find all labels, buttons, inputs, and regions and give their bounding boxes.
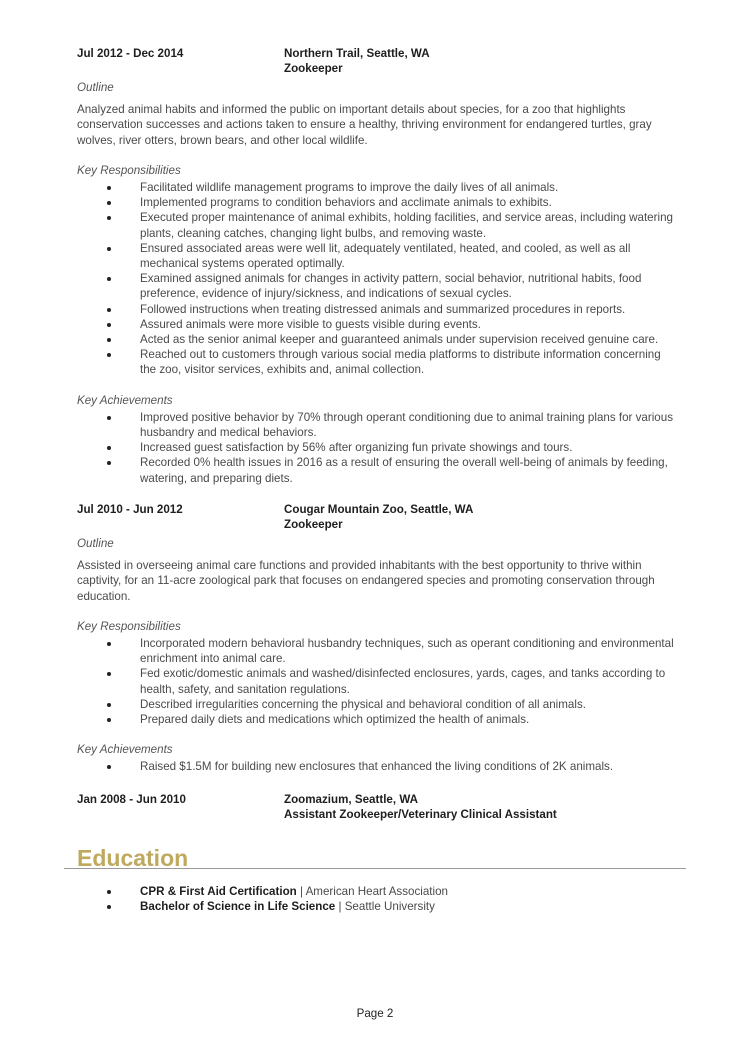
bullet-icon — [107, 890, 111, 894]
bullet-icon — [107, 642, 111, 646]
list-item-text: Facilitated wildlife management programs to improve the daily lives of all animals. — [140, 181, 559, 195]
list-item-text: Followed instructions when treating distressed animals and summarized procedures in reports. — [140, 302, 626, 316]
list-item — [77, 317, 677, 332]
list-item-text: Examined assigned animals for changes in activity pattern, social behavior, nutritional habits, food preference, evidence of injury/sickness, and indications of sexual cycles. — [140, 272, 642, 301]
list-item — [77, 195, 677, 210]
education-degree: Bachelor of Science in Life Science — [140, 900, 336, 914]
outline-label: Outline — [77, 81, 114, 94]
job-employer: Cougar Mountain Zoo, Seattle, WA — [284, 503, 474, 516]
job-header — [77, 792, 677, 823]
list-item — [77, 666, 677, 696]
education-degree: CPR & First Aid Certification — [140, 885, 297, 898]
bullet-icon — [107, 718, 111, 722]
responsibilities-label: Key Responsibilities — [77, 619, 181, 633]
list-item-text: Prepared daily diets and medications which optimized the health of animals. — [140, 713, 530, 727]
bullet-icon — [107, 446, 111, 450]
page-number: Page 2 — [356, 1007, 394, 1020]
responsibilities-list — [77, 636, 677, 727]
education-list — [77, 884, 677, 914]
responsibilities-label: Key Responsibilities — [77, 163, 181, 177]
list-item — [77, 347, 677, 377]
job-title: Zookeeper — [284, 62, 343, 76]
list-item — [77, 210, 677, 240]
bullet-icon — [107, 672, 111, 676]
education-separator: | — [335, 900, 345, 914]
list-item — [77, 302, 677, 317]
job-entry-cougar-mountain — [77, 502, 677, 790]
list-item — [77, 241, 677, 271]
bullet-icon — [107, 416, 111, 420]
education-item — [77, 899, 677, 914]
section-divider — [64, 868, 686, 869]
job-outline: Analyzed animal habits and informed the public on important details about species, for a zoo that highlights conservation successes and actions taken to ensure a healthy, thriving environment for endangered turtles, gray wolves, river otters, brown bears, and other local wildlife. — [77, 103, 652, 147]
list-item-text: Executed proper maintenance of animal exhibits, holding facilities, and service areas, including watering plants, cleaning catches, changing light bulbs, and removing waste. — [140, 211, 673, 240]
list-item-text: Reached out to customers through various social media platforms to distribute information concerning the zoo, visitor services, exhibits and, animal collection. — [140, 348, 661, 377]
list-item — [77, 180, 677, 195]
achievements-label: Key Achievements — [77, 393, 173, 407]
job-dates: Jul 2012 - Dec 2014 — [77, 47, 184, 60]
bullet-icon — [107, 703, 111, 707]
job-outline: Assisted in overseeing animal care functions and provided inhabitants with the best opportunity to thrive within captivity, for an 11-acre zoological park that focuses on endangered species and promoting conservation through education. — [77, 559, 655, 603]
job-header — [77, 502, 677, 533]
job-title: Zookeeper — [284, 518, 343, 532]
bullet-icon — [107, 186, 111, 190]
list-item — [77, 332, 677, 347]
list-item-text: Increased guest satisfaction by 56% after organizing fun private showings and tours. — [140, 441, 573, 455]
list-item — [77, 455, 677, 485]
list-item-text: Ensured associated areas were well lit, adequately ventilated, heated, and cooled, as well as all mechanical systems operated optimally. — [140, 241, 631, 271]
responsibilities-list — [77, 180, 677, 378]
job-dates: Jan 2008 - Jun 2010 — [77, 793, 186, 806]
bullet-icon — [107, 308, 111, 312]
education-heading: Education — [77, 845, 189, 871]
job-org-block — [284, 46, 430, 76]
list-item — [77, 712, 677, 727]
education-school: American Heart Association — [305, 885, 448, 898]
list-item-text: Fed exotic/domestic animals and washed/disinfected enclosures, yards, cages, and tanks according to health, safety, and sanitation regulations. — [140, 667, 666, 696]
list-item-text: Incorporated modern behavioral husbandry techniques, such as operant conditioning and environmental enrichment into animal care. — [140, 637, 674, 666]
bullet-icon — [107, 277, 111, 281]
bullet-icon — [107, 905, 111, 909]
education-item — [77, 884, 677, 899]
list-item-text: Raised $1.5M for building new enclosures that enhanced the living conditions of 2K animals. — [140, 760, 614, 774]
bullet-icon — [107, 353, 111, 357]
list-item-text: Acted as the senior animal keeper and guaranteed animals under supervision received genuine care. — [140, 333, 659, 347]
list-item — [77, 271, 677, 301]
bullet-icon — [107, 338, 111, 342]
achievements-label: Key Achievements — [77, 743, 173, 757]
job-employer: Zoomazium, Seattle, WA — [284, 793, 418, 806]
job-org-block — [284, 502, 473, 532]
bullet-icon — [107, 216, 111, 220]
outline-label: Outline — [77, 537, 114, 550]
list-item-text: Improved positive behavior by 70% through operant conditioning due to animal training plans for various husbandry and medical behaviors. — [140, 410, 673, 440]
job-org-block — [284, 792, 557, 822]
job-header — [77, 46, 677, 77]
bullet-icon — [107, 323, 111, 327]
list-item-text: Recorded 0% health issues in 2016 as a result of ensuring the overall well-being of animals by feeding, watering, and preparing diets. — [140, 456, 668, 485]
list-item-text: Assured animals were more visible to guests visible during events. — [140, 317, 481, 331]
list-item — [77, 440, 677, 455]
list-item — [77, 636, 677, 666]
bullet-icon — [107, 765, 111, 769]
list-item — [77, 410, 677, 440]
bullet-icon — [107, 247, 111, 251]
education-school: Seattle University — [344, 900, 435, 914]
job-title: Assistant Zookeeper/Veterinary Clinical Assistant — [284, 808, 557, 822]
job-entry-northern-trail — [77, 46, 677, 501]
education-separator: | — [296, 885, 306, 898]
achievements-list — [77, 759, 677, 774]
job-dates: Jul 2010 - Jun 2012 — [77, 503, 183, 516]
achievements-list — [77, 410, 677, 486]
list-item-text: Described irregularities concerning the physical and behavioral condition of all animals. — [140, 697, 586, 711]
bullet-icon — [107, 461, 111, 465]
list-item — [77, 759, 677, 774]
list-item — [77, 697, 677, 712]
list-item-text: Implemented programs to condition behaviors and acclimate animals to exhibits. — [140, 196, 552, 210]
bullet-icon — [107, 201, 111, 205]
job-entry-zoomazium — [77, 792, 677, 823]
job-employer: Northern Trail, Seattle, WA — [284, 47, 430, 60]
